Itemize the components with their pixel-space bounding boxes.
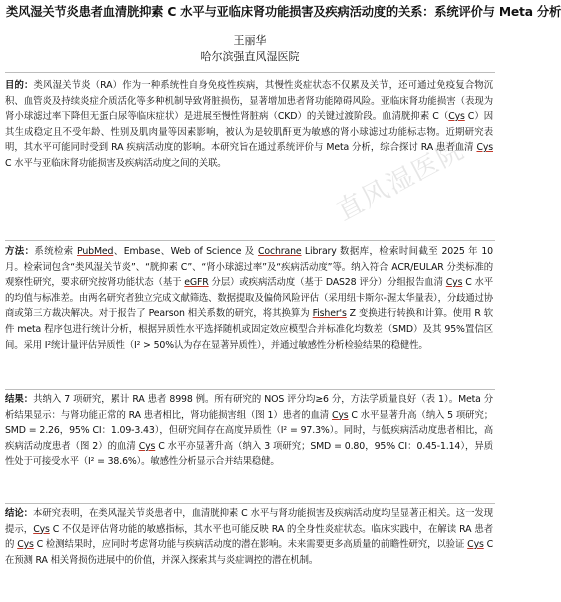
section-label: 结果： bbox=[5, 394, 34, 405]
underlined-term: eGFR bbox=[184, 277, 209, 289]
body-text: C 水平显著升高（纳入 5 项研究；SMD = 2.26，95% CI：1.09-3.43），但研究间存在高度异质性（I² = 97.3%）。同时，与低疾病活动度患者相比，高疾病活动度患者（图 2）的血清 bbox=[5, 409, 493, 452]
header-divider bbox=[5, 72, 495, 73]
underlined-term: Cys bbox=[33, 523, 50, 535]
underlined-term: PubMed bbox=[77, 246, 114, 257]
author-name: 王丽华 bbox=[233, 34, 267, 47]
document-title: 类风湿关节炎患者血清胱抑素 C 水平与亚临床肾功能损害及疾病活动度的关系：系统评价与 Meta 分析 bbox=[6, 5, 561, 19]
body-text: C 水平的均值与标准差。由两名研究者独立完成文献筛选、数据提取及偏倚风险评估（采用纽卡斯尔-渥太华量表），分歧通过协商或第三方裁决解决。对于报告了 Pearson 相关系数的研究，将其换算为 bbox=[5, 277, 493, 320]
underlined-term: Cys bbox=[445, 277, 463, 289]
section-body bbox=[5, 508, 493, 566]
section-methods bbox=[5, 244, 493, 386]
underlined-term: Cys bbox=[17, 539, 34, 551]
section-body bbox=[5, 80, 493, 169]
section-label: 方法： bbox=[5, 246, 35, 257]
section-objective bbox=[5, 78, 493, 236]
section-divider bbox=[5, 389, 495, 390]
underlined-term: Cys bbox=[476, 142, 493, 154]
body-text: C 水平与亚临床肾功能损害及疾病活动度之间的关联。 bbox=[5, 157, 227, 169]
body-text: Library 数据库，检索时间截至 2025 年 10 月。检索词包含“类风湿关节炎”、“胱抑素 C”、“肾小球滤过率”及“疾病活动度”等。纳入符合 ACR/EULAR 分类标准的观察性研究，要求研究按肾功能状态（基于 bbox=[5, 246, 493, 289]
section-conclusion bbox=[5, 506, 493, 600]
underlined-term: Cochrane bbox=[258, 246, 302, 257]
underlined-term: Cys bbox=[448, 111, 465, 123]
underlined-term: Cys bbox=[331, 409, 349, 421]
body-text: C 水平亦显著升高（纳入 3 项研究；SMD = 0.80，95% CI：0.45-1.14），异质性处于可接受水平（I² = 38.6%）。敏感性分析显示合并结果稳健。 bbox=[5, 440, 494, 468]
hospital-watermark: 直风湿医院 bbox=[332, 134, 471, 227]
body-text: C 检测结果时，应同时考虑肾功能与疾病活动度的潜在影响。未来需要更多高质量的前瞻性研究，以验证 bbox=[33, 539, 468, 551]
underlined-term: Cys bbox=[467, 539, 484, 551]
section-results bbox=[5, 392, 493, 500]
author-affiliation: 哈尔滨强直风湿医院 bbox=[200, 50, 300, 63]
body-text: C 在预测 RA 相关肾损伤进展中的价值，并深入探索其与炎症调控的潜在机制。 bbox=[5, 539, 494, 566]
body-text: C）因其生成稳定且不受年龄、性别及肌肉量等因素影响，被认为是较肌酐更为敏感的肾小球滤过功能标志物。近期研究表明，其水平可能同时受到 RA 疾病活动度的影响。本研究旨在通过系统评价与 Meta 分析，综合探讨 RA 患者血清 bbox=[5, 111, 493, 154]
body-text: 系统检索 bbox=[34, 246, 78, 257]
underlined-term: Fisher's bbox=[312, 308, 347, 320]
underlined-term: Cys bbox=[138, 440, 156, 452]
section-label: 目的： bbox=[5, 80, 34, 91]
body-text: 共纳入 7 项研究，累计 RA 患者 8998 例。所有研究的 NOS 评分均≥6 分，方法学质量良好（表 1）。Meta 分析结果显示：与肾功能正常的 RA 患者相比，肾功能损害组（图 1）患者的血清 bbox=[5, 394, 493, 421]
section-divider bbox=[5, 503, 495, 504]
section-body bbox=[5, 246, 493, 351]
body-text: C 不仅是评估肾功能的敏感指标，其水平也可能反映 RA 的全身性炎症状态。临床实践中，在解读 RA 患者的 bbox=[5, 523, 493, 551]
section-body bbox=[5, 394, 493, 467]
body-text: 本研究表明，在类风湿关节炎患者中，血清胱抑素 C 水平与肾功能损害及疾病活动度均呈显著正相关。这一发现提示， bbox=[5, 508, 493, 535]
section-label: 结论： bbox=[5, 508, 33, 519]
section-divider bbox=[5, 240, 495, 241]
body-text: Z 变换进行转换和计算。使用 R 软件 meta 程序包进行统计分析，根据异质性水平选择随机或固定效应模型合并标准化均数差（SMD）及其 95%置信区间。采用 I²统计量评估异质性（I² > 50%认为存在显著异质性），并通过敏感性分析检验结果的稳健性。 bbox=[5, 308, 493, 351]
body-text: 类风湿关节炎（RA）作为一种系统性自身免疫性疾病，其慢性炎症状态不仅累及关节，还可通过免疫复合物沉积、血管炎及持续炎症介质活化等多种机制导致肾脏损伤，显著增加患者肾功能障碍风险。亚临床肾功能损害（表现为肾小球滤过率下降但无蛋白尿等临床症状）是进展至慢性肾脏病（CKD）的关键过渡阶段。血清胱抑素 C（ bbox=[5, 80, 493, 123]
body-text: 分层）或疾病活动度（基于 DAS28 评分）分组报告血清 bbox=[208, 277, 446, 289]
body-text: 、Embase、Web of Science 及 bbox=[113, 246, 259, 257]
